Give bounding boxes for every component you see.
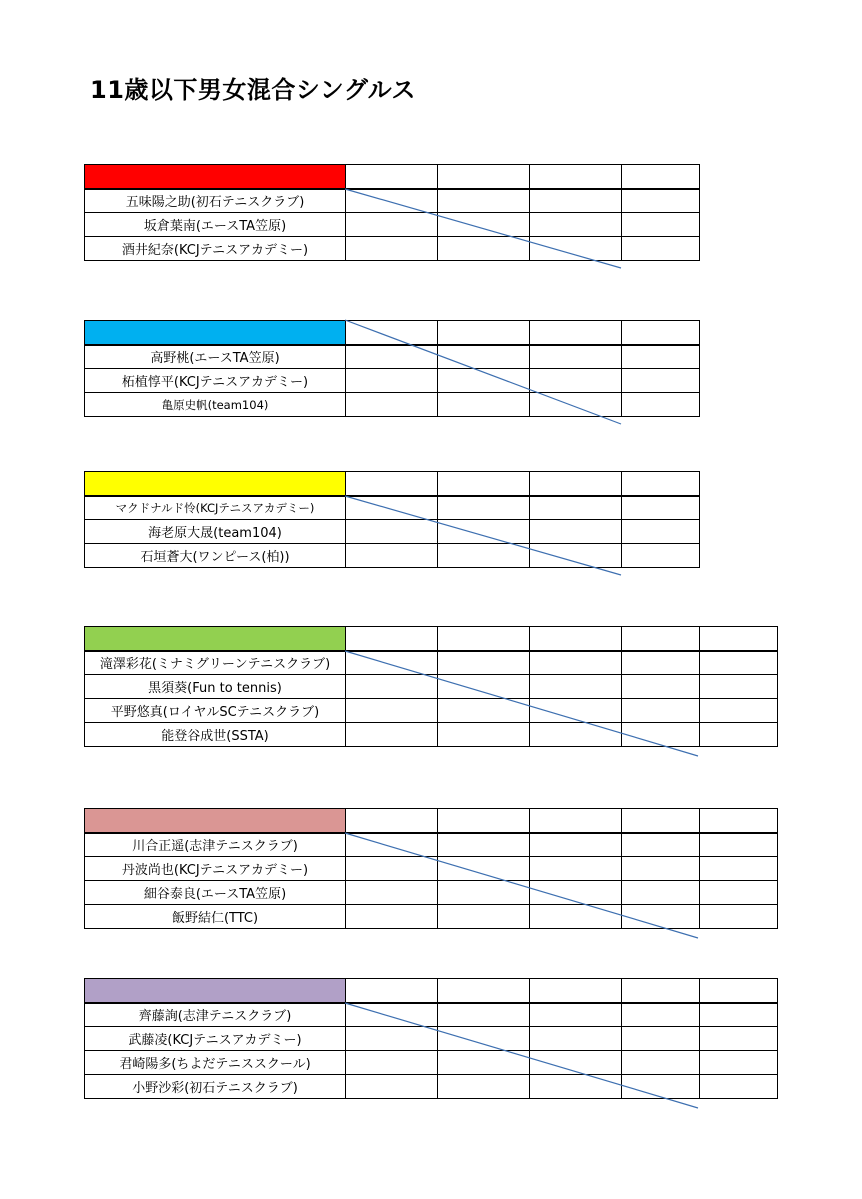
group-3-player-3: 石垣蒼大(ワンピース(柏)) — [85, 544, 346, 568]
group-4-color-header — [85, 627, 346, 651]
group-5-player-2: 丹波尚也(KCJテニスアカデミー) — [85, 857, 346, 881]
group-3-table — [84, 471, 700, 568]
group-1-player-1: 五味陽之助(初石テニスクラブ) — [85, 189, 346, 213]
group-5-color-header — [85, 809, 346, 833]
group-3-player-2: 海老原大晟(team104) — [85, 520, 346, 544]
group-3-color-header — [85, 472, 346, 496]
group-3-player-1: マクドナルド怜(KCJテニスアカデミー) — [85, 496, 346, 520]
group-2-player-2: 柘植惇平(KCJテニスアカデミー) — [85, 369, 346, 393]
group-2-player-1: 高野桃(エースTA笠原) — [85, 345, 346, 369]
group-4-player-3: 平野悠真(ロイヤルSCテニスクラブ) — [85, 699, 346, 723]
group-6-table — [84, 978, 778, 1099]
group-4-player-4: 能登谷成世(SSTA) — [85, 723, 346, 747]
group-6-player-4: 小野沙彩(初石テニスクラブ) — [85, 1075, 346, 1099]
group-5-player-1: 川合正遥(志津テニスクラブ) — [85, 833, 346, 857]
page-title: 11歳以下男女混合シングルス — [90, 76, 416, 104]
group-6-player-3: 君崎陽多(ちよだテニススクール) — [85, 1051, 346, 1075]
group-1-color-header — [85, 165, 346, 189]
group-1-player-2: 坂倉葉南(エースTA笠原) — [85, 213, 346, 237]
group-4-player-1: 滝澤彩花(ミナミグリーンテニスクラブ) — [85, 651, 346, 675]
group-4-player-2: 黒須葵(Fun to tennis) — [85, 675, 346, 699]
group-2-color-header — [85, 321, 346, 345]
group-6-color-header — [85, 979, 346, 1003]
group-2-table — [84, 320, 700, 417]
group-5-player-4: 飯野結仁(TTC) — [85, 905, 346, 929]
group-1-player-3: 酒井紀奈(KCJテニスアカデミー) — [85, 237, 346, 261]
group-5-player-3: 細谷泰良(エースTA笠原) — [85, 881, 346, 905]
group-5-table — [84, 808, 778, 929]
group-6-player-2: 武藤凌(KCJテニスアカデミー) — [85, 1027, 346, 1051]
group-4-table — [84, 626, 778, 747]
group-2-player-3: 亀原史帆(team104) — [85, 393, 346, 417]
group-1-table — [84, 164, 700, 261]
group-6-player-1: 齊藤詢(志津テニスクラブ) — [85, 1003, 346, 1027]
